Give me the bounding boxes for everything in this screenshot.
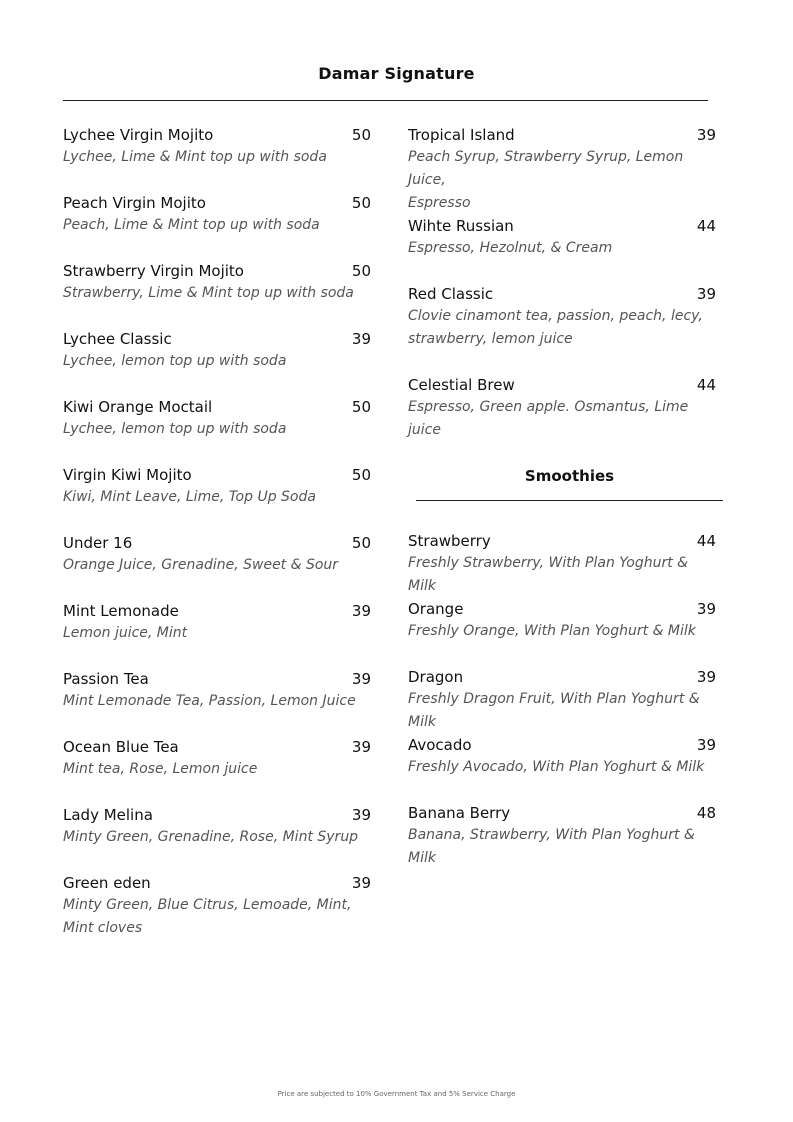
menu-item-name: Orange <box>408 600 464 618</box>
menu-item-header <box>63 532 371 554</box>
menu-item-description: Lychee, lemon top up with soda <box>63 421 287 437</box>
menu-item <box>63 668 371 736</box>
menu-item-price: 48 <box>696 804 716 822</box>
smoothies-divider <box>416 500 723 501</box>
menu-item <box>63 124 371 192</box>
menu-item-name: Virgin Kiwi Mojito <box>63 466 192 484</box>
menu-item-price: 39 <box>696 600 716 618</box>
menu-item-header <box>63 464 371 486</box>
menu-item-description: Mint Lemonade Tea, Passion, Lemon Juice <box>63 693 356 709</box>
menu-item-price: 39 <box>351 330 371 348</box>
menu-item <box>408 374 716 442</box>
menu-item-price: 39 <box>696 285 716 303</box>
menu-item-header <box>408 283 716 305</box>
menu-item <box>408 666 716 734</box>
menu-item-description: Lychee, lemon top up with soda <box>63 353 287 369</box>
menu-item-name: Lychee Virgin Mojito <box>63 126 214 144</box>
menu-item-description: Kiwi, Mint Leave, Lime, Top Up Soda <box>63 489 316 505</box>
signature-right-column <box>408 124 716 442</box>
menu-item-description: Clovie cinamont tea, passion, peach, lecy, strawberry, lemon juice <box>408 308 703 347</box>
menu-item-price: 39 <box>351 670 371 688</box>
menu-item-description: Banana, Strawberry, With Plan Yoghurt & Milk <box>408 827 695 866</box>
menu-item-header <box>63 192 371 214</box>
menu-item-description: Freshly Dragon Fruit, With Plan Yoghurt & Milk <box>408 691 700 730</box>
menu-item-price: 39 <box>351 602 371 620</box>
menu-item-header <box>408 124 716 146</box>
signature-left-column <box>63 124 371 963</box>
menu-item <box>63 804 371 872</box>
menu-item-description: Lemon juice, Mint <box>63 625 188 641</box>
menu-item <box>408 215 716 283</box>
menu-item-price: 50 <box>351 126 371 144</box>
menu-item-name: Passion Tea <box>63 670 149 688</box>
menu-item-header <box>408 374 716 396</box>
menu-item-header <box>408 530 716 552</box>
signature-divider <box>63 100 708 101</box>
menu-item-price: 50 <box>351 194 371 212</box>
menu-item-name: Red Classic <box>408 285 494 303</box>
menu-item-name: Strawberry <box>408 532 491 550</box>
menu-item-name: Strawberry Virgin Mojito <box>63 262 244 280</box>
menu-item-name: Celestial Brew <box>408 376 515 394</box>
menu-item <box>63 328 371 396</box>
menu-item-description: Peach Syrup, Strawberry Syrup, Lemon Juice, Espresso <box>408 149 684 211</box>
menu-item-description: Freshly Strawberry, With Plan Yoghurt & Milk <box>408 555 689 594</box>
menu-item-price: 50 <box>351 534 371 552</box>
menu-item-header <box>63 668 371 690</box>
menu-item-description: Minty Green, Blue Citrus, Lemoade, Mint, Mint cloves <box>63 897 352 936</box>
menu-item-header <box>63 872 371 894</box>
menu-item-header <box>408 215 716 237</box>
menu-item-price: 44 <box>696 532 716 550</box>
menu-item-description: Mint tea, Rose, Lemon juice <box>63 761 258 777</box>
menu-item-name: Ocean Blue Tea <box>63 738 179 756</box>
menu-item-price: 50 <box>351 262 371 280</box>
menu-item <box>63 600 371 668</box>
menu-item-name: Tropical Island <box>408 126 515 144</box>
menu-item-header <box>63 396 371 418</box>
menu-item-description: Freshly Avocado, With Plan Yoghurt & Milk <box>408 759 705 775</box>
menu-item <box>63 192 371 260</box>
menu-item-name: Peach Virgin Mojito <box>63 194 206 212</box>
menu-item-description: Strawberry, Lime & Mint top up with soda <box>63 285 354 301</box>
menu-item-name: Wihte Russian <box>408 217 514 235</box>
menu-item-price: 39 <box>351 738 371 756</box>
menu-item-header <box>408 666 716 688</box>
menu-item-price: 44 <box>696 217 716 235</box>
menu-item <box>63 464 371 532</box>
menu-item-name: Avocado <box>408 736 472 754</box>
menu-item <box>408 124 716 215</box>
menu-item <box>63 532 371 600</box>
menu-item-price: 39 <box>696 126 716 144</box>
menu-item-name: Kiwi Orange Moctail <box>63 398 213 416</box>
menu-item-description: Lychee, Lime & Mint top up with soda <box>63 149 327 165</box>
menu-item-price: 50 <box>351 398 371 416</box>
menu-item-description: Peach, Lime & Mint top up with soda <box>63 217 320 233</box>
menu-item <box>408 802 716 870</box>
menu-item-name: Green eden <box>63 874 151 892</box>
menu-item-name: Dragon <box>408 668 464 686</box>
menu-item-name: Lady Melina <box>63 806 153 824</box>
smoothies-column <box>408 530 716 870</box>
menu-item-header <box>63 328 371 350</box>
menu-item-header <box>63 600 371 622</box>
menu-item <box>63 396 371 464</box>
smoothies-section-title: Smoothies <box>524 467 615 485</box>
signature-section-title: Damar Signature <box>318 64 475 83</box>
menu-item-description: Orange Juice, Grenadine, Sweet & Sour <box>63 557 339 573</box>
menu-item-name: Lychee Classic <box>63 330 172 348</box>
menu-item <box>408 598 716 666</box>
menu-item-description: Espresso, Green apple. Osmantus, Lime juice <box>408 399 689 438</box>
menu-item <box>408 283 716 374</box>
menu-item <box>63 872 371 963</box>
menu-item-header <box>63 804 371 826</box>
menu-item-price: 39 <box>351 806 371 824</box>
menu-item <box>408 530 716 598</box>
menu-item-header <box>408 598 716 620</box>
menu-item-header <box>63 124 371 146</box>
menu-item-description: Minty Green, Grenadine, Rose, Mint Syrup <box>63 829 359 845</box>
menu-item-header <box>63 260 371 282</box>
menu-item <box>63 736 371 804</box>
tax-footnote: Price are subjected to 10% Government Tax and 5% Service Charge <box>277 1090 516 1098</box>
menu-item <box>408 734 716 802</box>
menu-item-price: 39 <box>696 668 716 686</box>
menu-item-description: Freshly Orange, With Plan Yoghurt & Milk <box>408 623 696 639</box>
menu-item-header <box>408 802 716 824</box>
menu-item <box>63 260 371 328</box>
menu-item-price: 44 <box>696 376 716 394</box>
menu-item-price: 39 <box>696 736 716 754</box>
menu-item-price: 39 <box>351 874 371 892</box>
menu-item-header <box>408 734 716 756</box>
menu-item-name: Mint Lemonade <box>63 602 179 620</box>
menu-item-name: Banana Berry <box>408 804 511 822</box>
menu-item-name: Under 16 <box>63 534 133 552</box>
menu-item-header <box>63 736 371 758</box>
menu-item-price: 50 <box>351 466 371 484</box>
menu-item-description: Espresso, Hezolnut, & Cream <box>408 240 613 256</box>
